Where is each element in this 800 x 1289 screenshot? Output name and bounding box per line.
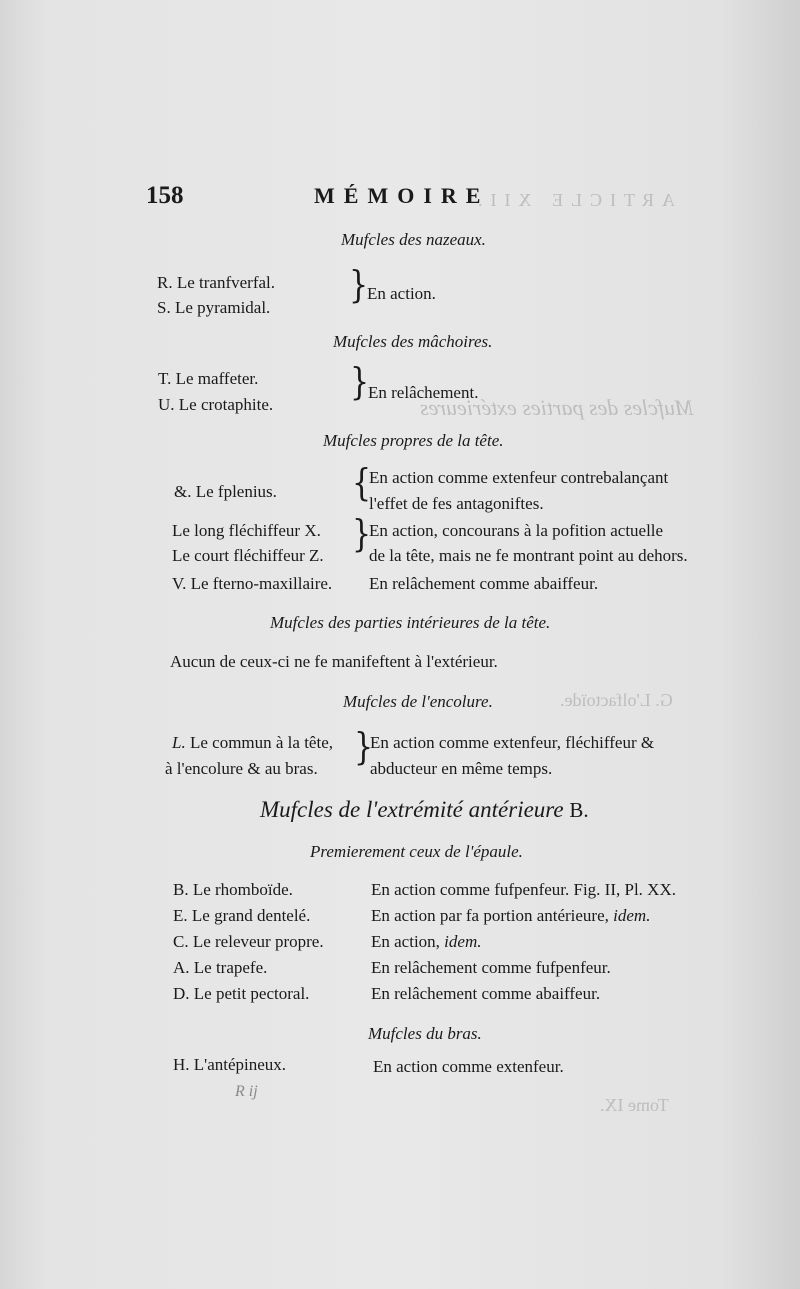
- brace-icon: {: [352, 461, 372, 506]
- muscle-label: H. L'antépineux.: [173, 1055, 287, 1074]
- muscle-label: A. Le trapefe.: [173, 958, 268, 977]
- subheading-epaule: Premierement ceux de l'épaule.: [310, 842, 523, 861]
- muscle-state: En action, idem.: [371, 932, 482, 951]
- muscle-label: E. Le grand dentelé.: [173, 906, 311, 925]
- muscle-state: En action comme extenfeur contrebalançant: [369, 468, 669, 487]
- brace-icon: }: [349, 263, 369, 308]
- section-heading-nazeaux: Mufcles des nazeaux.: [341, 230, 486, 249]
- muscle-label: D. Le petit pectoral.: [173, 984, 310, 1003]
- muscle-state: En action comme extenfeur.: [373, 1057, 564, 1076]
- muscle-state: En action comme fufpenfeur. Fig. II, Pl. XX.: [371, 880, 676, 899]
- muscle-label: C. Le releveur propre.: [173, 932, 324, 951]
- muscle-label: B. Le rhomboïde.: [173, 880, 293, 899]
- muscle-label: &. Le fplenius.: [174, 482, 277, 501]
- muscle-label: R. Le tranfverfal.: [157, 273, 275, 292]
- muscle-label: U. Le crotaphite.: [158, 395, 274, 414]
- muscle-state: abducteur en même temps.: [370, 759, 553, 778]
- muscle-state: En action comme extenfeur, fléchiffeur &: [370, 733, 655, 752]
- muscle-label: Le court fléchiffeur Z.: [172, 546, 324, 565]
- brace-icon: }: [350, 360, 370, 405]
- show-through-text: ARTICLE XII. Mufcles des parties extérieures G. L'olfactoïde. Tome IX.: [420, 190, 694, 1115]
- muscle-label: S. Le pyramidal.: [157, 298, 271, 317]
- muscle-state: En relâchement.: [368, 383, 479, 402]
- section-text: Aucun de ceux-ci ne fe manifeftent à l'extérieur.: [170, 652, 498, 671]
- muscle-label: Le long fléchiffeur X.: [172, 521, 321, 540]
- section-heading-interieures: Mufcles des parties intérieures de la tête.: [270, 613, 551, 632]
- section-heading-machoires: Mufcles des mâchoires.: [333, 332, 493, 351]
- muscle-state: En relâchement comme abaiffeur.: [371, 984, 601, 1003]
- running-title: MÉMOIRE: [314, 183, 490, 208]
- section-heading-bras: Mufcles du bras.: [368, 1024, 482, 1043]
- muscle-state: l'effet de fes antagoniftes.: [369, 494, 544, 513]
- muscle-state: En action.: [367, 284, 436, 303]
- muscle-label: T. Le maffeter.: [158, 369, 259, 388]
- muscle-label: à l'encolure & au bras.: [165, 759, 318, 778]
- muscle-state: En action par fa portion antérieure, idem.: [371, 906, 651, 925]
- brace-icon: }: [354, 725, 374, 770]
- page-number: 158: [146, 182, 184, 209]
- muscle-state: de la tête, mais ne fe montrant point au dehors.: [369, 546, 688, 565]
- muscle-label: L. Le commun à la tête,: [172, 733, 333, 752]
- section-heading-encolure: Mufcles de l'encolure.: [343, 692, 493, 711]
- brace-icon: }: [352, 512, 372, 557]
- section-heading-tete: Mufcles propres de la tête.: [323, 431, 504, 450]
- muscle-state: En relâchement comme fufpenfeur.: [371, 958, 611, 977]
- muscle-state: En action, concourans à la pofition actuelle: [369, 521, 664, 540]
- muscle-state: En relâchement comme abaiffeur.: [369, 574, 599, 593]
- section-heading-anterieure: Mufcles de l'extrémité antérieure B.: [260, 797, 589, 822]
- signature-mark: R ij: [235, 1083, 258, 1100]
- muscle-label: V. Le fterno-maxillaire.: [172, 574, 333, 593]
